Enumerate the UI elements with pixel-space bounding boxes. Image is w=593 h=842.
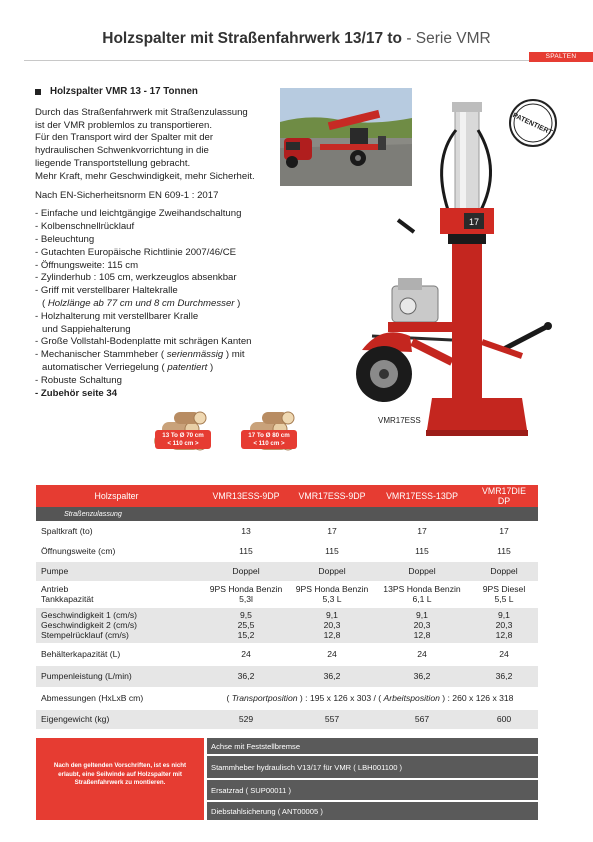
- accessories-section: [36, 738, 538, 820]
- table-header-cell: VMR13ESS-9DP: [202, 485, 290, 507]
- table-row: Pumpenleistung (L/min) 36,2 36,2 36,2 36,2: [36, 665, 538, 687]
- feature-item: - Griff mit verstellbarer Haltekralle: [35, 285, 178, 297]
- table-header-row: [36, 485, 538, 507]
- feature-item: und Sappiehalterung: [42, 323, 131, 335]
- feature-item: - Einfache und leichtgängige Zweihandschaltung: [35, 208, 242, 220]
- feature-list: [35, 208, 280, 400]
- feature-note: ( Holzlänge ab 77 cm und 8 cm Durchmesser ): [42, 297, 241, 309]
- table-row: Behälterkapazität (L) 24 24 24 24: [36, 643, 538, 665]
- table-header-cell: Holzspalter: [36, 485, 202, 507]
- intro-line: Durch das Straßenfahrwerk mit Straßenzulassung: [35, 106, 248, 118]
- table-row: Pumpe Doppel Doppel Doppel Doppel: [36, 561, 538, 581]
- intro-heading: [35, 86, 280, 99]
- title-main: Holzspalter mit Straßenfahrwerk 13/17 to: [102, 30, 403, 47]
- warning-box: Nach den geltenden Vorschriften, ist es nicht erlaubt, eine Seilwinde auf Holzspalter mit Straßenfahrwerk zu montieren.: [36, 738, 204, 820]
- feature-item: - Öffnungsweite: 115 cm: [35, 259, 139, 271]
- feature-item: - Robuste Schaltung: [35, 374, 122, 386]
- log-splitter-photo: [352, 100, 562, 445]
- intro-line: ist der VMR problemlos zu transportieren.: [35, 119, 213, 131]
- feature-item: - Mechanischer Stammheber ( serienmässig ) mit: [35, 349, 245, 361]
- log-size-tag-13t: 13 To Ø 70 cm < 110 cm >: [155, 430, 211, 449]
- table-header-cell: VMR17ESS-9DP: [290, 485, 374, 507]
- intro-line: liegende Transportstellung gebracht.: [35, 157, 191, 169]
- patent-badge-text: PATENTIERT: [511, 112, 554, 137]
- table-row: Öffnungsweite (cm) 115 115 115 115: [36, 541, 538, 561]
- machine-label: 17: [468, 217, 480, 227]
- table-row: Abmessungen (HxLxB cm) ( Transportposition ) : 195 x 126 x 303 / ( Arbeitsposition ) : 260 x 126 x 318: [36, 687, 538, 709]
- machine-caption: VMR17ESS: [378, 416, 421, 425]
- feature-item: automatischer Verriegelung ( patentiert ): [42, 361, 214, 373]
- table-row: Spaltkraft (to) 13 17 17 17: [36, 521, 538, 541]
- accessory-item: Achse mit Feststellbremse: [207, 738, 538, 754]
- table-row: Eigengewicht (kg) 529 557 567 600: [36, 709, 538, 729]
- feature-item: - Holzhalterung mit verstellbarer Kralle: [35, 310, 199, 322]
- square-bullet-icon: [35, 89, 41, 95]
- table-subheader-row: [36, 507, 538, 521]
- intro-heading-text: Holzspalter VMR 13 - 17 Tonnen: [50, 86, 198, 97]
- table-header-cell: VMR17ESS-13DP: [374, 485, 470, 507]
- accessory-item: Stammheber hydraulisch V13/17 für VMR ( LBH001100 ): [207, 756, 538, 778]
- feature-item: - Kolbenschnellrücklauf: [35, 221, 135, 233]
- title-series: Serie VMR: [415, 30, 491, 47]
- log-size-tag-17t: 17 To Ø 80 cm < 110 cm >: [241, 430, 297, 449]
- feature-item: - Gutachten Europäische Richtlinie 2007/46/CE: [35, 246, 237, 258]
- accessory-item: Ersatzrad ( SUP00011 ): [207, 780, 538, 800]
- patent-badge: [508, 98, 558, 148]
- intro-paragraph: [35, 107, 280, 184]
- intro-line: hydraulischen Schwenkvorrichtung in die: [35, 145, 209, 157]
- category-tag: SPALTEN: [529, 52, 593, 62]
- feature-item: - Beleuchtung: [35, 233, 95, 245]
- table-header-cell: VMR17DIE DP: [470, 485, 538, 507]
- title-divider: [24, 60, 593, 61]
- intro-section: [35, 86, 280, 400]
- accessory-item: Diebstahlsicherung ( ANT00005 ): [207, 802, 538, 820]
- spec-table: [36, 485, 538, 729]
- intro-line: Für den Transport wird der Spalter mit der: [35, 132, 214, 144]
- feature-item: - Zylinderhub : 105 cm, werkzeuglos absenkbar: [35, 272, 237, 284]
- table-row: Antrieb Tankkapazität 9PS Honda Benzin 5,3l 9PS Honda Benzin 5,3 L 13PS Honda Benzin 6,1 L 9PS Diesel 5,5 L: [36, 581, 538, 607]
- norm-text: Nach EN-Sicherheitsnorm EN 609-1 : 2017: [35, 189, 219, 201]
- intro-line: Mehr Kraft, mehr Geschwindigkeit, mehr Sicherheit.: [35, 170, 255, 182]
- title-separator: -: [402, 30, 416, 47]
- page-title: [0, 30, 593, 48]
- feature-accessories-link: - Zubehör seite 34: [35, 387, 118, 399]
- table-subheader-cell: Straßenzulassung: [36, 507, 538, 521]
- feature-item: - Große Vollstahl-Bodenplatte mit schrägen Kanten: [35, 336, 252, 348]
- table-row: Geschwindigkeit 1 (cm/s) Geschwindigkeit 2 (cm/s) Stempelrücklauf (cm/s) 9,5 25,5 15,2 9,1 20,3 12,8 9,1 20,3 12,8 9,1 20,3 12,8: [36, 607, 538, 643]
- dimensions-cell: ( Transportposition ) : 195 x 126 x 303 / ( Arbeitsposition ) : 260 x 126 x 318: [202, 687, 538, 709]
